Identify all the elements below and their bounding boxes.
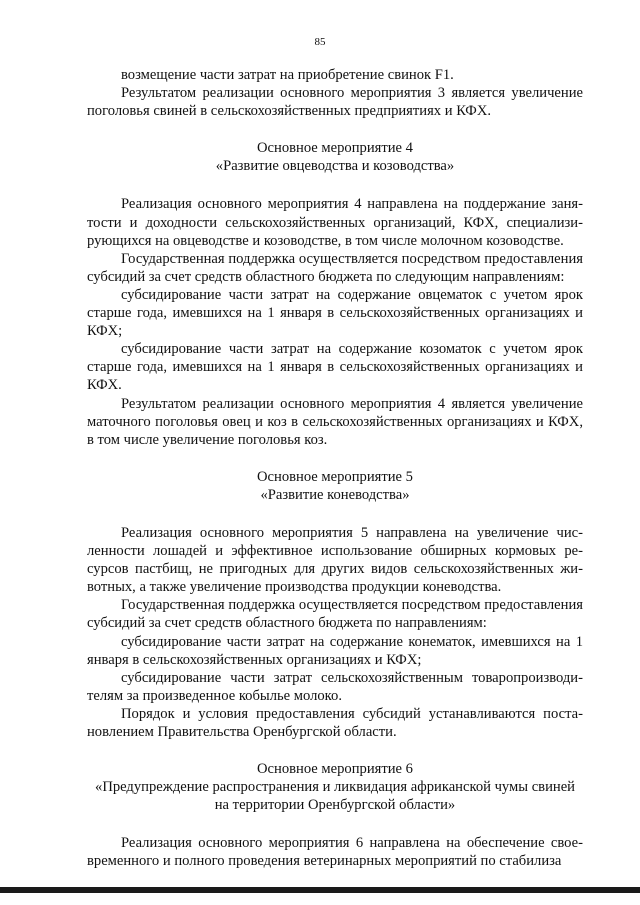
paragraph: Порядок и условия предоставления субсидий устанавливаются постановлением Правительства Оренбургской области. (87, 705, 583, 740)
section-6-title: Основное мероприятие 6 (257, 761, 413, 778)
section-6-subtitle-line-1: «Предупреждение распространения и ликвидация африканской чумы свиней (95, 779, 575, 796)
section-5-subtitle: «Развитие коневодства» (260, 486, 410, 503)
paragraph: Реализация основного мероприятия 5 направлена на увеличение численности лошадей и эффективное использование обширных кормовых ресурсов пастбищ, не пригодных для других видов сельскохозяйственных животных, а также увеличение производства продукции коневодства. (87, 524, 583, 596)
paragraph: возмещение части затрат на приобретение свинок F1. (121, 67, 454, 83)
list-item: субсидирование части затрат на содержание конематок, имевшихся на 1 января в сельскохозяйственных организациях и КФХ; (87, 633, 583, 668)
list-item: субсидирование части затрат на содержание козоматок с учетом ярок старше года, имевшихся на 1 января в сельскохозяйственных организациях и КФХ. (87, 341, 583, 394)
paragraph: Государственная поддержка осуществляется посредством предоставления субсидий за счет средств областного бюджета по направлениям: (87, 597, 583, 632)
page-number: 85 (314, 36, 326, 48)
list-item: субсидирование части затрат на содержание овцематок с учетом ярок старше года, имевшихся на 1 января в сельскохозяйственных организациях и КФХ; (87, 286, 583, 340)
paragraph: Реализация основного мероприятия 4 направлена на поддержание занятости и доходности сельскохозяйственных организаций, КФХ, специализирующихся на овцеводстве и козоводстве, в том числе молочном козоводстве. (87, 196, 583, 249)
paragraph: Результатом реализации основного мероприятия 4 является увеличение маточного поголовья овец и коз в сельскохозяйственных организациях и КФХ, в том числе увеличение поголовья коз. (87, 395, 583, 448)
document-body (87, 66, 583, 871)
list-item: субсидирование части затрат сельскохозяйственным товаропроизводителям за произведенное кобылье молоко. (87, 669, 583, 704)
scan-edge-bar (0, 887, 640, 893)
section-5-title: Основное мероприятие 5 (257, 468, 413, 485)
paragraph: Государственная поддержка осуществляется посредством предоставления субсидий за счет средств областного бюджета по следующим направлениям: (87, 250, 583, 285)
section-4-title: Основное мероприятие 4 (257, 140, 413, 157)
section-4-subtitle: «Развитие овцеводства и козоводства» (215, 158, 455, 175)
paragraph: Реализация основного мероприятия 6 направлена на обеспечение своевременного и полного проведения ветеринарных мероприятий по стабилиза (87, 835, 583, 870)
paragraph: Результатом реализации основного мероприятия 3 является увеличение поголовья свиней в сельскохозяйственных предприятиях и КФХ. (87, 85, 583, 120)
section-6-subtitle-line-2: на территории Оренбургской области» (214, 797, 456, 814)
